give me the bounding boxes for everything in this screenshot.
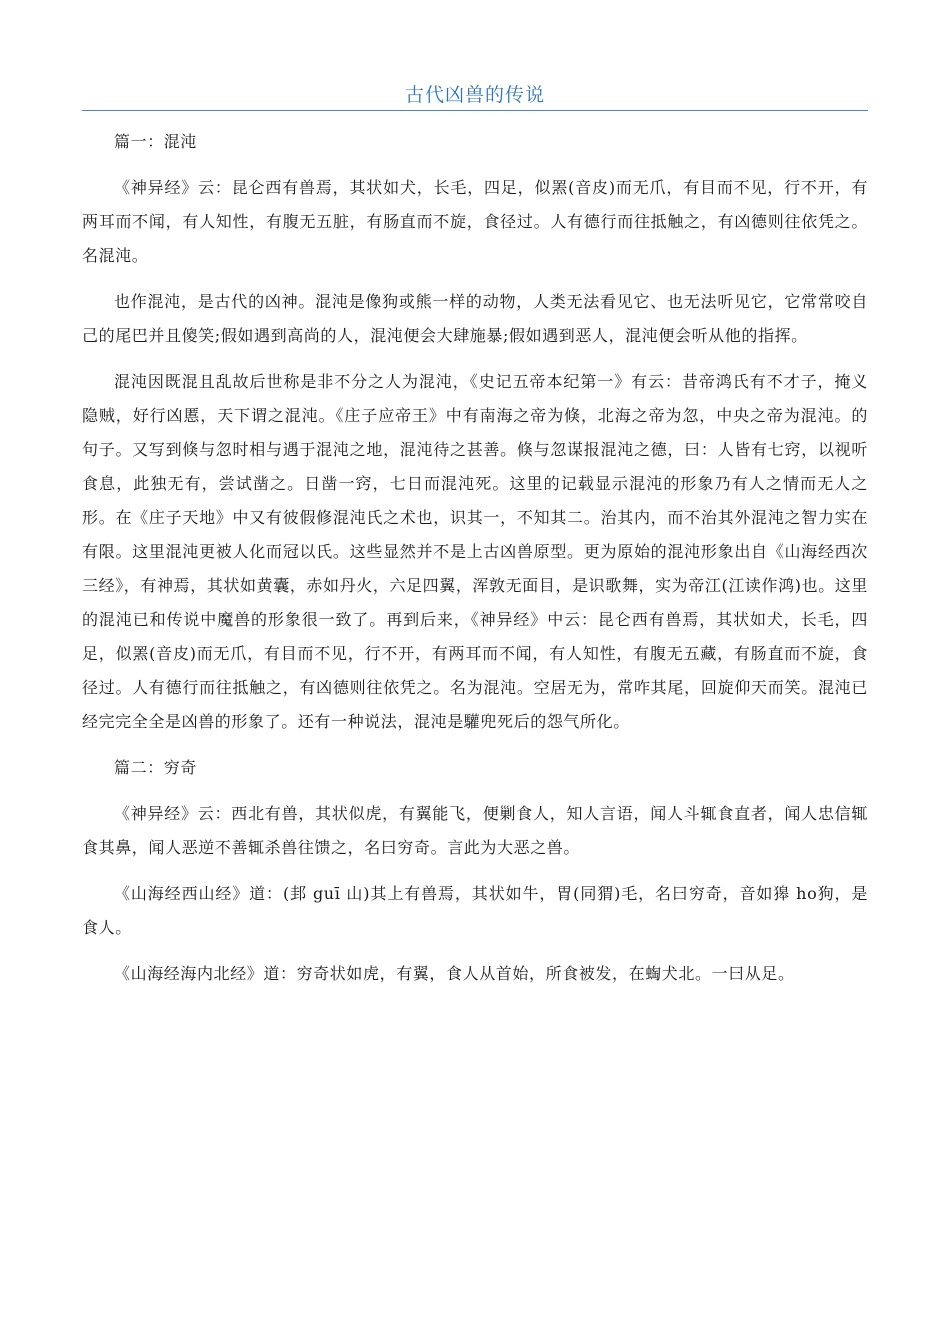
section-heading-1: 篇一：混沌: [114, 132, 198, 151]
paragraph: 也作混沌，是古代的凶神。混沌是像狗或熊一样的动物，人类无法看见它、也无法听见它，它常常咬自己的尾巴并且傻笑;假如遇到高尚的人，混沌便会大肆施暴;假如遇到恶人，混沌便会听从他的指挥。: [82, 292, 868, 345]
paragraph: 《神异经》云：昆仑西有兽焉，其状如犬，长毛，四足，似罴(音皮)而无爪，有目而不见，行不开，有两耳而不闻，有人知性，有腹无五脏，有肠直而不旋，食径过。人有德行而往抵触之，有凶德则往依凭之。名混沌。: [82, 178, 868, 265]
document-title: 古代凶兽的传说: [404, 84, 545, 106]
paragraph: 《山海经海内北经》道：穷奇状如虎，有翼，食人从首始，所食被发，在蜪犬北。一曰从足。: [114, 964, 795, 983]
paragraph: 混沌因既混且乱故后世称是非不分之人为混沌，《史记五帝本纪第一》有云：昔帝鸿氏有不才子，掩义隐贼，好行凶慝，天下谓之混沌。《庄子应帝王》中有南海之帝为倏，北海之帝为忽，中央之帝为混沌。的句子。又写到倏与忽时相与遇于混沌之地，混沌待之甚善。倏与忽谋报混沌之德，曰：人皆有七窍，以视听食息，此独无有，尝试凿之。日凿一窍，七日而混沌死。这里的记载显示混沌的形象乃有人之情而无人之形。在《庄子天地》中又有彼假修混沌氏之术也，识其一，不知其二。治其内，而不治其外混沌之智力实在有限。这里混沌更被人化而冠以氏。这些显然并不是上古凶兽原型。更为原始的混沌形象出自《山海经西次三经》，有神焉，其状如黄囊，赤如丹火，六足四翼，浑敦无面目，是识歌舞，实为帝江(江读作鸿)也。这里的混沌已和传说中魔兽的形象很一致了。再到后来，《神异经》中云：昆仑西有兽焉，其状如犬，长毛，四足，似罴(音皮)而无爪，有目而不见，行不开，有两耳而不闻，有人知性，有腹无五藏，有肠直而不旋，食径过。人有德行而往抵触之，有凶德则往依凭之。名为混沌。空居无为，常咋其尾，回旋仰天而笑。混沌已经完完全全是凶兽的形象了。还有一种说法，混沌是驩兜死后的怨气所化。: [82, 372, 868, 731]
paragraph: 《神异经》云：西北有兽，其状似虎，有翼能飞，便剿食人，知人言语，闻人斗辄食直者，闻人忠信辄食其鼻，闻人恶逆不善辄杀兽往馈之，名曰穷奇。言此为大恶之兽。: [82, 804, 868, 857]
section-heading-2: 篇二：穷奇: [114, 758, 198, 777]
paragraph: 《山海经西山经》道：(邽 guī 山)其上有兽焉，其状如牛，胃(同猬)毛，名曰穷奇，音如獆 ho狗，是食人。: [82, 884, 868, 937]
document-body: [82, 125, 868, 1003]
title-divider: [82, 110, 868, 111]
